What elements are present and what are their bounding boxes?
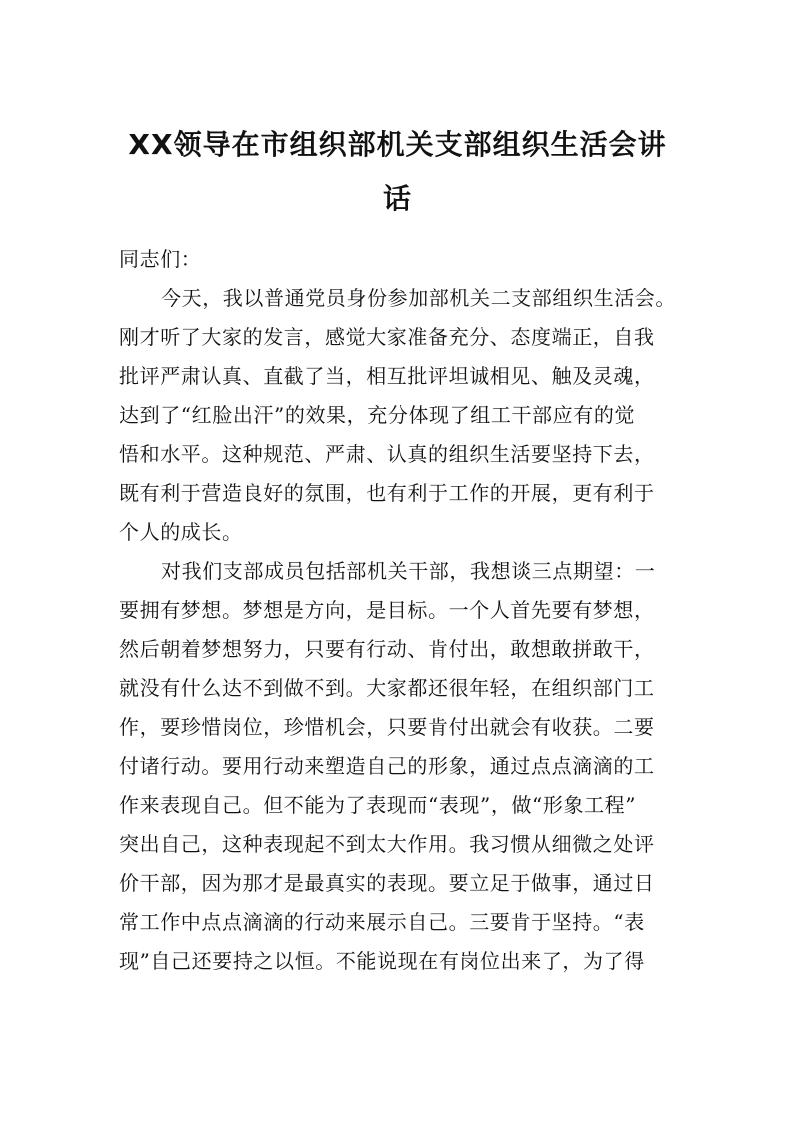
- paragraph-line: 今天，我以普通党员身份参加部机关二支部组织生活会。: [161, 286, 676, 310]
- paragraph-line: 作来表现自己。但不能为了表现而“表现”，做“形象工程”: [119, 793, 637, 817]
- paragraph-line: 现”自己还要持之以恒。不能说现在有岗位出来了，为了得: [119, 949, 645, 973]
- paragraph-line: 悟和水平。这种规范、严肃、认真的组织生活要坚持下去，: [119, 442, 655, 466]
- salutation: 同志们：: [119, 247, 202, 271]
- paragraph-line: 价干部，因为那才是最真实的表现。要立足于做事，通过日: [119, 871, 655, 895]
- paragraph-1: [119, 279, 691, 552]
- paragraph-line: 常工作中点点滴滴的行动来展示自己。三要肯于坚持。“表: [119, 910, 645, 934]
- title-line-1: XX领导在市组织部机关支部组织生活会讲: [128, 128, 667, 161]
- paragraph-line: 批评严肃认真、直截了当，相互批评坦诚相见、触及灵魂，: [119, 364, 655, 388]
- paragraph-2: [119, 552, 691, 981]
- document-title: [100, 118, 695, 226]
- paragraph-line: 就没有什么达不到做不到。大家都还很年轻，在组织部门工: [119, 676, 655, 700]
- paragraph-line: 然后朝着梦想努力，只要有行动、肯付出，敢想敢拼敢干，: [119, 637, 655, 661]
- paragraph-line: 刚才听了大家的发言，感觉大家准备充分、态度端正，自我: [119, 325, 655, 349]
- paragraph-line: 既有利于营造良好的氛围，也有利于工作的开展，更有利于: [119, 481, 655, 505]
- document-body: [119, 240, 691, 981]
- paragraph-line: 个人的成长。: [119, 520, 243, 544]
- title-line-2: 话: [382, 182, 412, 215]
- paragraph-line: 付诸行动。要用行动来塑造自己的形象，通过点点滴滴的工: [119, 754, 655, 778]
- paragraph-line: 作，要珍惜岗位，珍惜机会，只要肯付出就会有收获。二要: [119, 715, 655, 739]
- paragraph-line: 达到了“红脸出汗”的效果，充分体现了组工干部应有的觉: [119, 403, 636, 427]
- paragraph-line: 突出自己，这种表现起不到太大作用。我习惯从细微之处评: [119, 832, 655, 856]
- paragraph-line: 要拥有梦想。梦想是方向，是目标。一个人首先要有梦想，: [119, 598, 655, 622]
- paragraph-line: 对我们支部成员包括部机关干部，我想谈三点期望：一: [161, 559, 656, 583]
